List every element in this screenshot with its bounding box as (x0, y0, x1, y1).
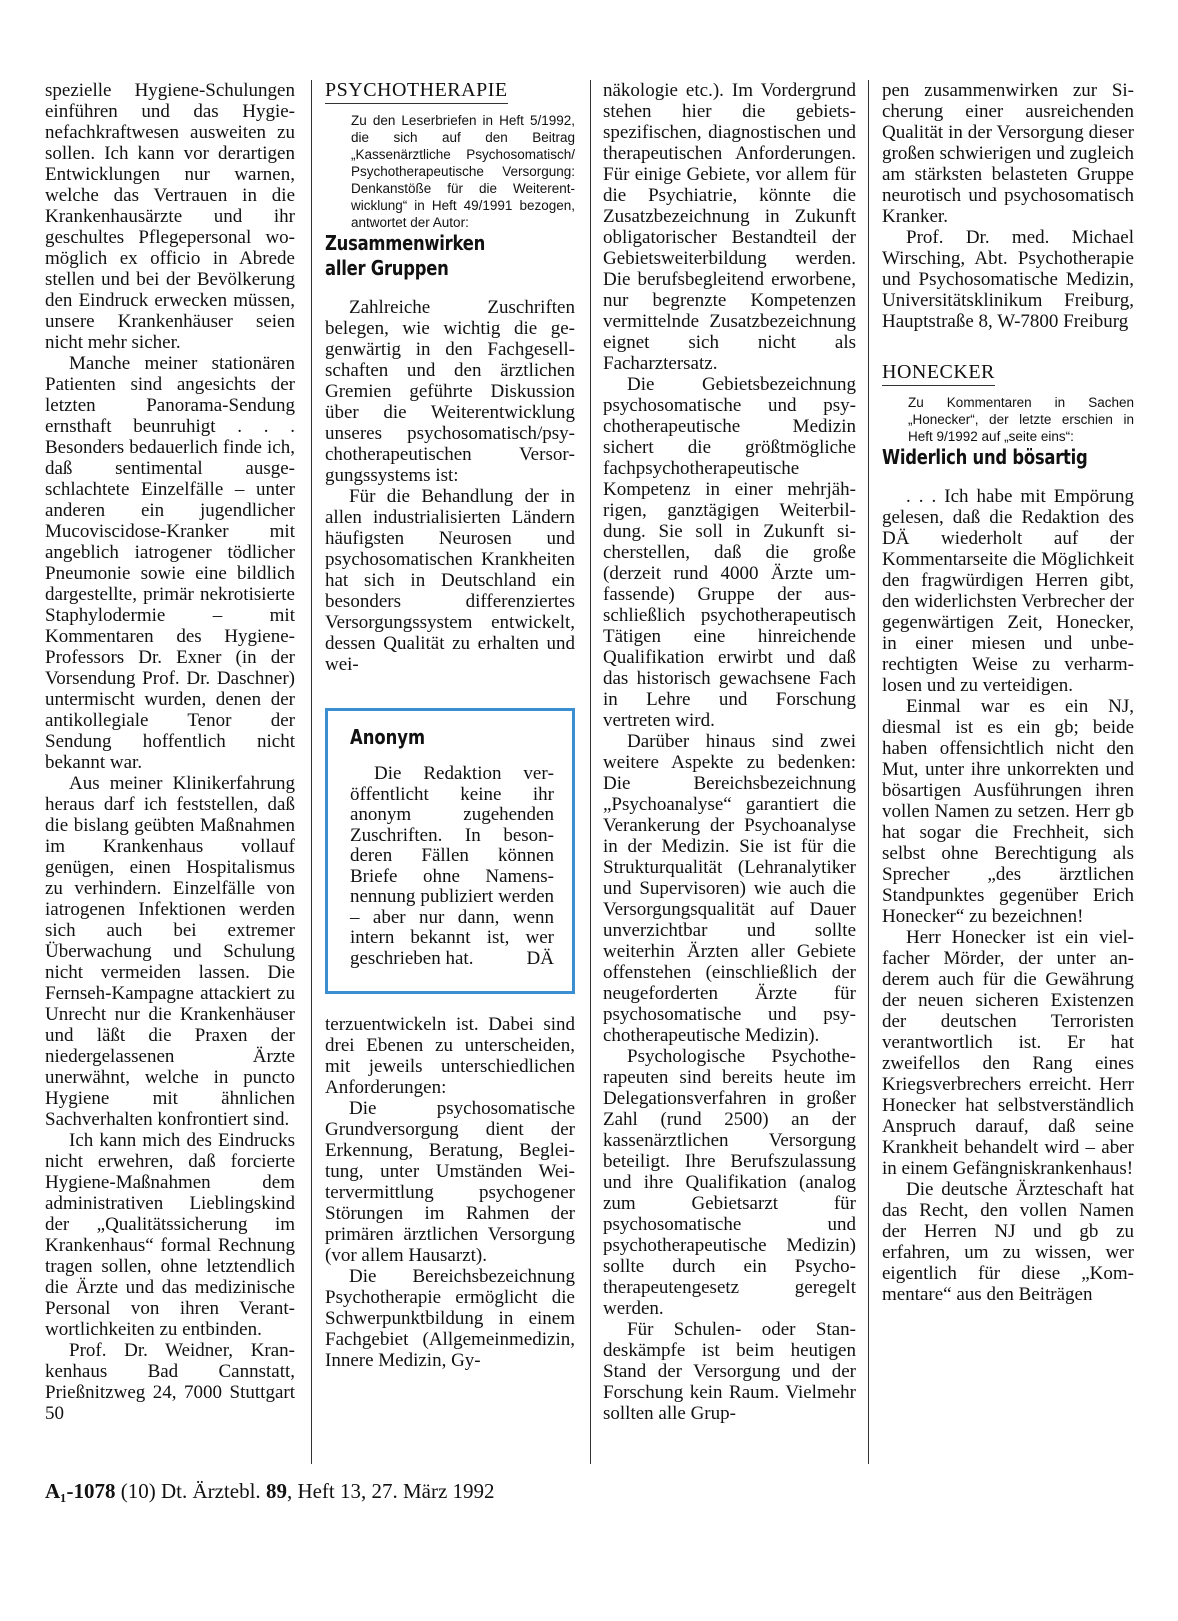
notice-signature: DÄ (526, 947, 554, 969)
notice-box (325, 708, 575, 994)
notice-body: Die Redaktion veröffentlicht keine ihr anonym zugehenden Zuschriften. In besonderen Fällen können Briefe ohne Namensnennung publiziert werden – aber nur dann, wenn intern bekannt ist, wer geschrieben hat. (350, 763, 554, 969)
column-rule (311, 80, 312, 1464)
notice-text (350, 764, 554, 969)
column-4 (882, 80, 1134, 1305)
paragraph: näkologie etc.). Im Vordergrund stehen hier die gebietsspezifischen, diagnostischen und therapeutischen Anforderungen. Für einige Gebiete, vor allem für die Psychiatrie, könnte die Zusatzbezeichnung in Zukunft obligatorischer Bestandteil der Gebietsweiterbildung werden. Die berufsbegleitend erworbene, nur begrenzte Kompetenzen vermittelnde Zusatzbezeichnung eignet sich nicht als Facharztersatz. (603, 80, 856, 374)
article-intro: Zu den Leserbriefen in Heft 5/1992, die sich auf den Beitrag „Kassenärztliche Psychosomatisch/ Psychotherapeutische Versorgung: Denkanstöße für die Weiterentwicklung“ in Heft 49/1991 bezogen, antwortet der Autor: (351, 113, 575, 230)
paragraph: Darüber hinaus sind zwei weitere Aspekte zu bedenken: Die Bereichsbezeichnung „Psychoanalyse“ garantiert die Verankerung der Psychoanalyse in der Medizin. Sie ist für die Strukturqualität (Lehranalytiker und Supervisoren) wie auch die Versorgungsqualität auf Dauer unverzichtbar und sollte weiterhin Ärzten aller Gebiete offenstehen (einschließlich der neugeforderten Ärzte für psychosomatische und psychotherapeutische Medizin). (603, 731, 856, 1046)
paragraph: Die deutsche Ärzteschaft hat das Recht, den vollen Namen der Herren NJ und gb zu erfahren, um zu wissen, wer eigentlich für diese „Kommentare“ aus den Beiträgen (882, 1179, 1134, 1305)
article-headline: Widerlich und bösartig (882, 445, 1088, 469)
paragraph: Psychologische Psychotherapeuten sind bereits heute im Delegationsverfahren in großer Zahl (rund 2500) an der kassenärztlichen Versorgung beteiligt. Ihre Berufszulassung und ihre Qualifikation (analog zum Gebietsarzt für psychosomatische und psychotherapeutische Medizin) sollte durch ein Psychotherapeutengesetz geregelt werden. (603, 1046, 856, 1319)
letter-signature: Prof. Dr. Weidner, Krankenhaus Bad Cannstatt, Prießnitzweg 24, 7000 Stuttgart 50 (45, 1340, 295, 1424)
publication-info: (10) Dt. Ärztebl. (120, 1479, 261, 1503)
paragraph: Einmal war es ein NJ, diesmal ist es ein gb; beide haben offensichtlich nicht den Mut, unter ihre unkorrekten und bösartigen Ausführungen ihren vollen Namen zu setzen. Herr gb hat sogar die Frechheit, sich selbst ohne Berechtigung als Sprecher „des ärztlichen Standpunktes gegenüber Erich Honecker“ zu bezeichnen! (882, 696, 1134, 927)
paragraph: Ich kann mich des Eindrucks nicht erwehren, daß forcierte Hygiene-Maßnahmen dem administrativen Lieblingskind der „Qualitätssicherung im Krankenhaus“ formal Rechnung tragen sollen, ohne letztendlich die Ärzte und das medizinische Personal von ihren Verantwortlichkeiten zu entbinden. (45, 1130, 295, 1340)
paragraph: . . . Ich habe mit Empörung gelesen, daß die Redaktion des DÄ wiederholt auf der Kommentarseite die Möglichkeit den fragwürdigen Herren gibt, den widerlichsten Verbrecher der gegenwärtigen Zeit, Honecker, in einer miesen und unberechtigten Weise zu verharmlosen und zu verteidigen. (882, 486, 1134, 696)
section-heading: PSYCHOTHERAPIE (325, 80, 508, 104)
paragraph: Für Schulen- oder Standeskämpfe ist beim heutigen Stand der Versorgung und der Forschung kein Raum. Vielmehr sollten alle Grup- (603, 1319, 856, 1424)
notice-title: Anonym (350, 725, 426, 749)
volume-number: 89 (265, 1479, 287, 1503)
paragraph: Herr Honecker ist ein vielfacher Mörder, der unter anderem auch für die Gewährung der neuen sicheren Existenzen der deutschen Terroristen verantwortlich ist. Er hat zweifellos den Rang eines Kriegsverbrechers erreicht. Herr Honecker hat selbstverständlich Anspruch darauf, daß seine Krankheit behandelt wird – aber in einem Gefängniskrankenhaus! (882, 927, 1134, 1179)
paragraph: Die Bereichsbezeichnung Psychotherapie ermöglicht die Schwerpunktbildung in einem Fachgebiet (Allgemeinmedizin, Innere Medizin, Gy- (325, 1266, 575, 1371)
paragraph: Manche meiner stationären Patienten sind angesichts der letzten Panorama-Sendung ernsthaft beunruhigt . . . Besonders bedauerlich finde ich, daß sentimental ausgeschlachtete Einzelfälle – unter anderen ein jugendlicher Mucoviscidose-Kranker mit angeblich iatrogener tödlicher Pneumonie sowie eine bildlich dargestellte, primär nekrotisierte Staphylodermie – mit Kommentaren des Hygiene-Professors Dr. Exner (in der Vorsendung Prof. Dr. Daschner) untermischt wurden, denen der antikollegiale Tenor der Sendung hoffentlich nicht bekannt war. (45, 353, 295, 773)
page-number: A₁-1078 (45, 1479, 116, 1503)
section-heading: HONECKER (882, 362, 995, 386)
column-2 (325, 80, 575, 1371)
column-1 (45, 80, 295, 1424)
paragraph: Die psychosomatische Grundversorgung dient der Erkennung, Beratung, Begleitung, unter Umständen Weitervermittlung psychogener Störungen im Rahmen der primären ärztlichen Versorgung (vor allem Hausarzt). (325, 1098, 575, 1266)
paragraph: Für die Behandlung der in allen industrialisierten Ländern häufigsten Neurosen und psychosomatischen Krankheiten hat sich in Deutschland ein besonders differenziertes Versorgungssystem entwickelt, dessen Qualität zu erhalten und wei- (325, 486, 575, 675)
page-footer (45, 1479, 495, 1504)
paragraph: pen zusammenwirken zur Sicherung einer ausreichenden Qualität in der Versorgung dieser großen schwierigen und zugleich am stärksten belasteten Gruppe neurotisch und psychosomatisch Kranker. (882, 80, 1134, 227)
paragraph: Die Gebietsbezeichnung psychosomatische und psychotherapeutische Medizin sichert die größtmögliche fachpsychotherapeutische Kompetenz in einer mehrjährigen, ganztägigen Weiterbildung. Sie soll in Zukunft sicherstellen, daß die große (derzeit rund 4000 Ärzte umfassende) Gruppe der ausschließlich psychotherapeutisch Tätigen eine hinreichende Qualifikation erwirbt und daß das historisch gewachsene Fach in Lehre und Forschung vertreten wird. (603, 374, 856, 731)
column-rule (590, 80, 591, 1464)
paragraph: spezielle Hygiene-Schulungen einführen und das Hygienefachkraftwesen ausweiten zu sollen. Ich kann vor derartigen Entwicklungen nur warnen, welche das Vertrauen in die Krankenhausärzte und ihr geschultes Pflegepersonal womöglich ex officio in Abrede stellen und bei der Bevölkerung den Eindruck erwecken müssen, unsere Krankenhäuser seien nicht mehr sicher. (45, 80, 295, 353)
paragraph: terzuentwickeln ist. Dabei sind drei Ebenen zu unterscheiden, mit jeweils unterschiedlichen Anforderungen: (325, 1014, 575, 1098)
column-rule (868, 80, 869, 1464)
article-headline: Zusammenwirken aller Gruppen (325, 231, 486, 280)
issue-date: , Heft 13, 27. März 1992 (286, 1479, 495, 1503)
article-intro: Zu Kommentaren in Sachen „Honecker“, der letzte erschien in Heft 9/1992 auf „seite eins“: (908, 395, 1134, 444)
paragraph: Aus meiner Klinikerfahrung heraus darf ich feststellen, daß die bislang geübten Maßnahmen im Krankenhaus vollauf genügen, einen Hospitalismus zu verhindern. Einzelfälle von iatrogenen Infektionen werden sich auch bei extremer Überwachung und Schulung nicht vermeiden lassen. Die Fernseh-Kampagne attackiert zu Unrecht nur die Krankenhäuser und läßt die Praxen der niedergelassenen Ärzte unerwähnt, welche in puncto Hygiene mit ähnlichen Sachverhalten konfrontiert sind. (45, 773, 295, 1130)
paragraph: Zahlreiche Zuschriften belegen, wie wichtig die gegenwärtig in den Fachgesellschaften und den ärztlichen Gremien geführte Diskussion über die Weiterentwicklung unseres psychosomatisch/psychotherapeutischen Versorgungssystems ist: (325, 297, 575, 486)
column-3 (603, 80, 856, 1424)
letter-signature: Prof. Dr. med. Michael Wirsching, Abt. Psychotherapie und Psychosomatische Medizin, Universitätsklinikum Freiburg, Hauptstraße 8, W-7800 Freiburg (882, 227, 1134, 332)
